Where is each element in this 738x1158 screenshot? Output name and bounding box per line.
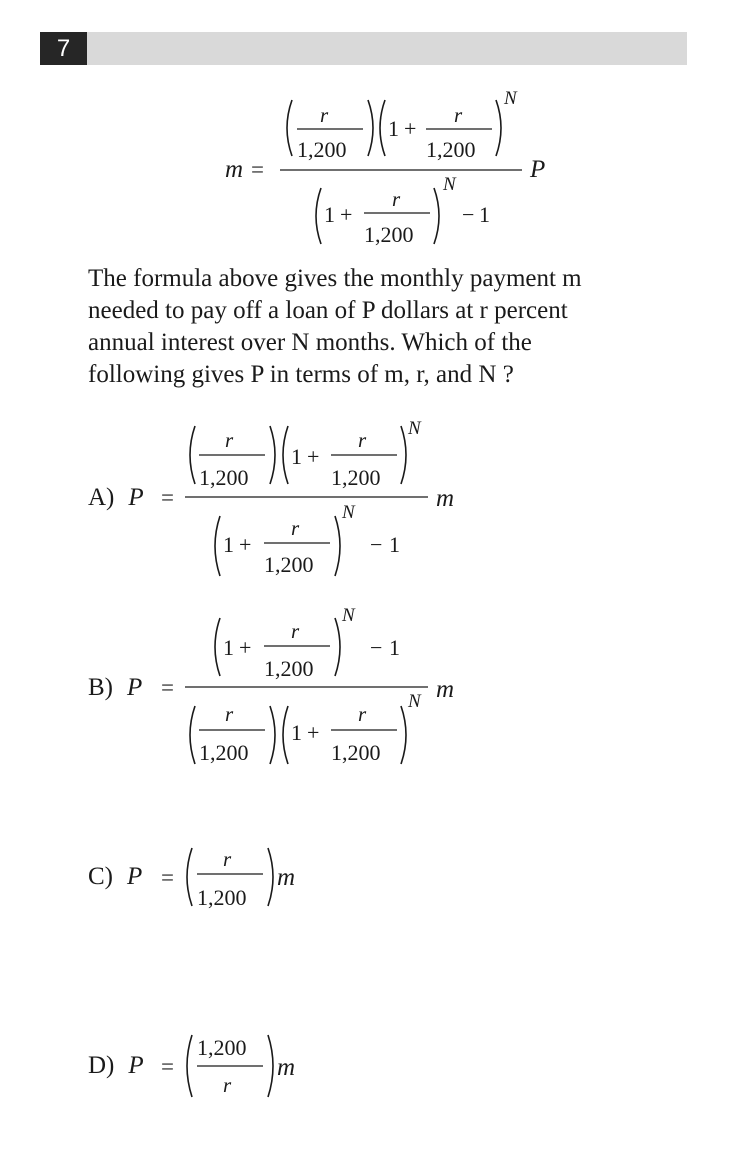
frac-r: r xyxy=(223,847,232,871)
paren-right xyxy=(270,706,275,764)
formula-P: P xyxy=(530,156,546,183)
frac-r: r xyxy=(225,702,234,726)
paren-right xyxy=(335,618,340,676)
frac-k: 1,200 xyxy=(197,1035,247,1060)
option-c-letter: C) xyxy=(88,863,113,890)
frac-r: r xyxy=(291,619,300,643)
paren-right xyxy=(268,848,273,906)
frac-k: 1,200 xyxy=(199,465,249,490)
plus: + xyxy=(404,116,417,141)
one: 1 xyxy=(223,635,234,660)
minus: − xyxy=(370,635,383,660)
paren-left xyxy=(283,426,288,484)
frac-r: r xyxy=(358,428,367,452)
one: 1 xyxy=(479,202,490,227)
paren-left xyxy=(283,706,288,764)
paren-right xyxy=(335,516,340,576)
frac-r: r xyxy=(225,428,234,452)
frac-k: 1,200 xyxy=(364,222,414,247)
frac-r: r xyxy=(358,702,367,726)
option-c-formula xyxy=(161,847,295,910)
frac-r: r xyxy=(320,103,329,127)
paren-left xyxy=(215,618,220,676)
one: 1 xyxy=(223,532,234,557)
exponent-N: N xyxy=(342,605,355,626)
exponent-N: N xyxy=(504,88,517,109)
formula-equals: = xyxy=(251,157,264,182)
paren-left xyxy=(190,706,195,764)
plus: + xyxy=(239,635,252,660)
question-number: 7 xyxy=(40,32,87,65)
minus: − xyxy=(462,202,475,227)
option-c-m: m xyxy=(277,864,296,891)
option-d-m: m xyxy=(277,1054,296,1081)
paren-left xyxy=(287,100,292,156)
paren-right xyxy=(401,706,406,764)
paren-left xyxy=(215,516,220,576)
paren-left xyxy=(316,188,321,244)
option-d-letter: D) xyxy=(88,1052,115,1079)
equals: = xyxy=(161,485,174,510)
stem-line-2: needed to pay off a loan of P dollars at r percent xyxy=(88,297,568,324)
option-b-formula xyxy=(161,605,454,765)
exponent-N: N xyxy=(408,418,421,439)
option-b-variable: P xyxy=(127,674,143,701)
frac-k: 1,200 xyxy=(264,656,314,681)
plus: + xyxy=(340,202,353,227)
exponent-N: N xyxy=(443,174,456,195)
plus: + xyxy=(307,720,320,745)
frac-r: r xyxy=(454,103,463,127)
plus: + xyxy=(307,444,320,469)
frac-k: 1,200 xyxy=(297,137,347,162)
paren-right xyxy=(368,100,373,156)
equals: = xyxy=(161,1054,174,1079)
paren-right xyxy=(268,1035,273,1097)
paren-left xyxy=(380,100,385,156)
frac-r: r xyxy=(291,516,300,540)
paren-right xyxy=(270,426,275,484)
paren-right xyxy=(401,426,406,484)
stem-line-4: following gives P in terms of m, r, and N ? xyxy=(88,361,514,388)
one: 1 xyxy=(324,202,335,227)
formula-m: m xyxy=(225,156,244,183)
frac-k: 1,200 xyxy=(331,740,381,765)
exponent-N: N xyxy=(408,691,421,712)
option-d-variable: P xyxy=(128,1052,144,1079)
frac-r: r xyxy=(392,187,401,211)
option-a-m: m xyxy=(436,485,455,512)
one: 1 xyxy=(389,635,400,660)
option-a-formula xyxy=(161,418,454,577)
stem-line-1: The formula above gives the monthly payment m xyxy=(88,265,582,292)
frac-k: 1,200 xyxy=(331,465,381,490)
plus: + xyxy=(239,532,252,557)
frac-r: r xyxy=(223,1073,232,1097)
stem-line-3: annual interest over N months. Which of the xyxy=(88,329,532,356)
option-c-variable: P xyxy=(127,863,143,890)
equals: = xyxy=(161,675,174,700)
frac-k: 1,200 xyxy=(199,740,249,765)
one: 1 xyxy=(388,116,399,141)
exponent-N: N xyxy=(342,502,355,523)
frac-k: 1,200 xyxy=(197,885,247,910)
equals: = xyxy=(161,865,174,890)
option-a-letter: A) xyxy=(88,484,115,511)
main-formula xyxy=(225,88,545,247)
frac-k: 1,200 xyxy=(264,552,314,577)
one: 1 xyxy=(291,720,302,745)
one: 1 xyxy=(291,444,302,469)
option-b-letter: B) xyxy=(88,674,113,701)
paren-right xyxy=(434,188,439,244)
option-d-formula xyxy=(161,1035,295,1097)
paren-left xyxy=(190,426,195,484)
paren-left xyxy=(187,848,192,906)
option-b-m: m xyxy=(436,676,455,703)
paren-right xyxy=(496,100,501,156)
paren-left xyxy=(187,1035,192,1097)
frac-k: 1,200 xyxy=(426,137,476,162)
minus: − xyxy=(370,532,383,557)
one: 1 xyxy=(389,532,400,557)
option-a-variable: P xyxy=(128,484,144,511)
